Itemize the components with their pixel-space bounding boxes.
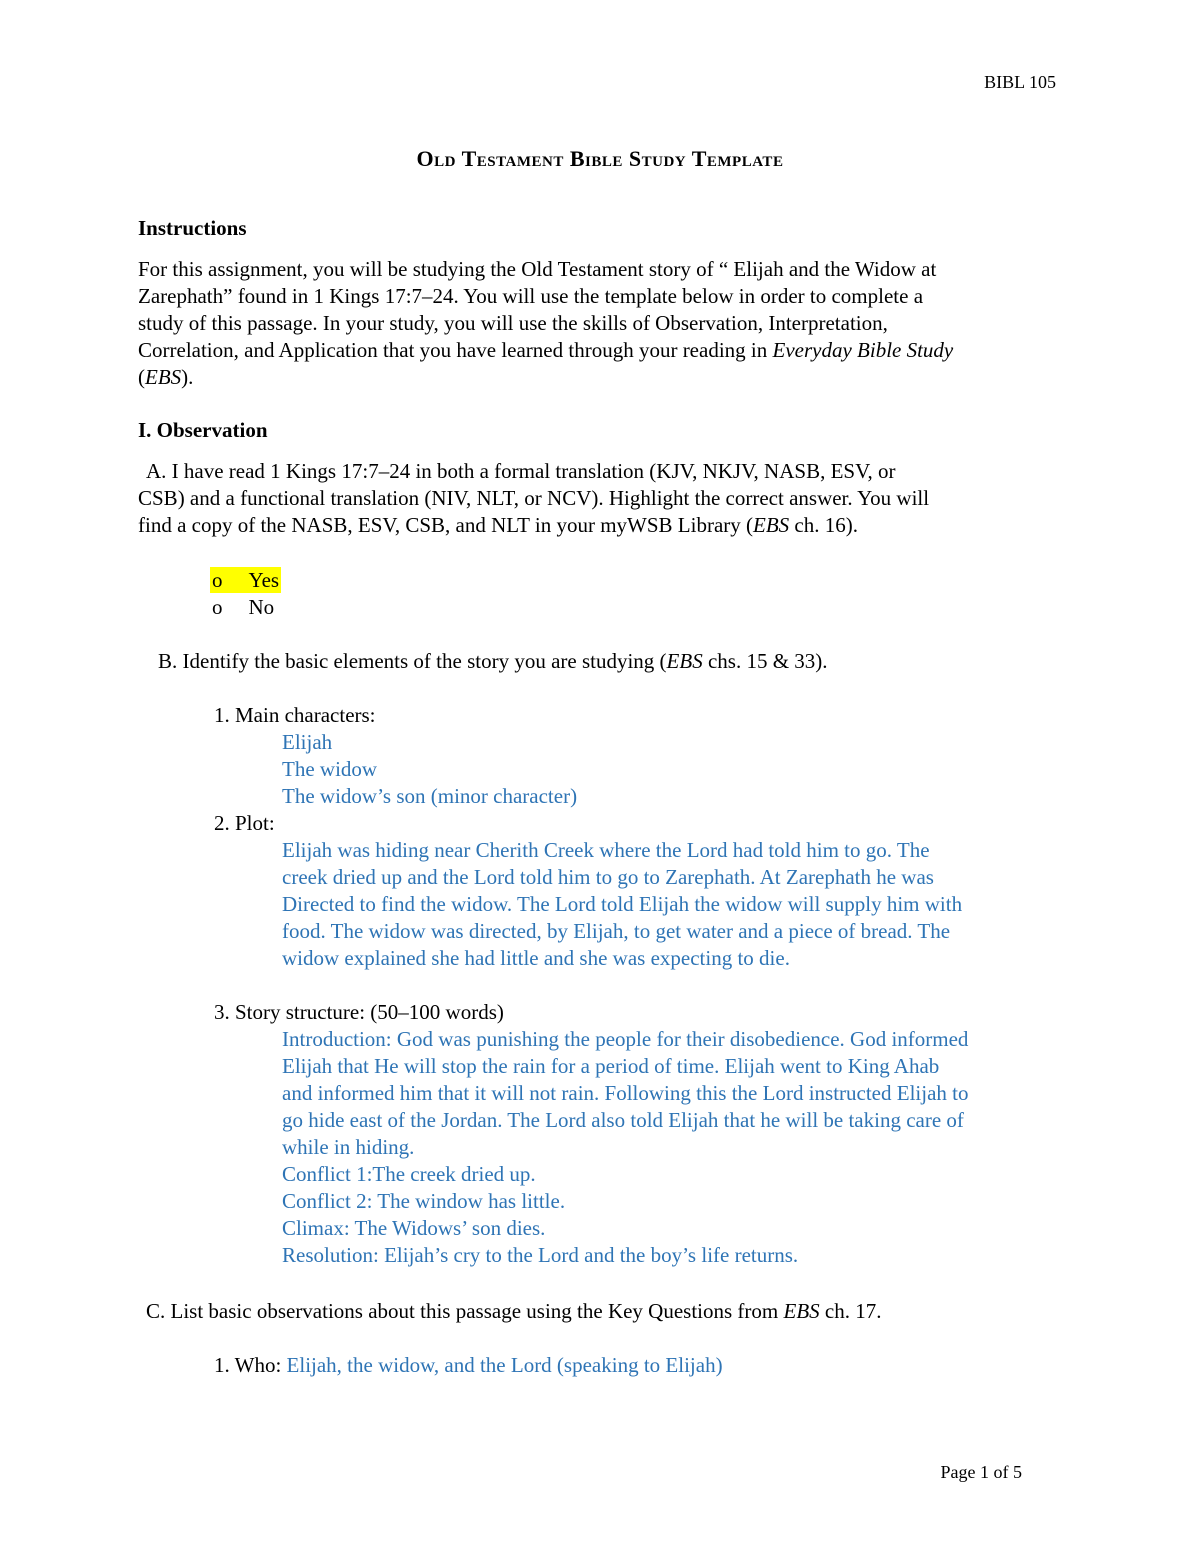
option-yes-bullet: o (212, 568, 223, 592)
option-yes-highlight (210, 567, 281, 593)
story-structure-label: 3. Story structure: (50–100 words) (214, 1000, 504, 1024)
plot-label: 2. Plot: (214, 811, 275, 835)
option-yes-label: Yes (248, 568, 280, 592)
who-label: 1. Who: (214, 1353, 287, 1377)
option-no-label: No (248, 595, 275, 619)
plot-line: Directed to find the widow. The Lord told Elijah the widow will supply him with (282, 892, 963, 916)
observation-b-text: B. Identify the basic elements of the story you are studying ( (158, 649, 667, 673)
structure-line: and informed him that it will not rain. Following this the Lord instructed Elijah to (282, 1081, 969, 1105)
book-title: Everyday Bible Study (772, 338, 954, 362)
instructions-heading: Instructions (138, 216, 247, 240)
instructions-paragraph (138, 256, 1068, 391)
instructions-line-4-text: Correlation, and Application that you have learned through your reading in (138, 338, 773, 362)
structure-line: Resolution: Elijah’s cry to the Lord and the boy’s life returns. (282, 1243, 799, 1267)
page-number: Page 1 of 5 (940, 1462, 1022, 1482)
option-yes[interactable] (210, 567, 281, 594)
observation-heading: I. Observation (138, 418, 268, 442)
instructions-line-5 (138, 364, 1068, 391)
ebs-abbr: EBS (666, 649, 703, 673)
observation-b-end: chs. 15 & 33). (702, 649, 828, 673)
story-structure-answer (282, 1026, 1082, 1269)
main-characters-label: 1. Main characters: (214, 703, 376, 727)
document-title: Old Testament Bible Study Template (416, 146, 784, 171)
observation-a-paragraph (138, 458, 1068, 539)
option-no-bullet: o (212, 595, 223, 619)
structure-line: Conflict 1:The creek dried up. (282, 1162, 536, 1186)
observation-a-line-3-text: find a copy of the NASB, ESV, CSB, and NLT in your myWSB Library ( (138, 513, 754, 537)
observation-c-end: ch. 17. (819, 1299, 882, 1323)
who-question (214, 1352, 723, 1379)
structure-line: Conflict 2: The window has little. (282, 1189, 566, 1213)
plot-line: widow explained she had little and she was expecting to die. (282, 946, 790, 970)
observation-a-line-1: A. I have read 1 Kings 17:7–24 in both a formal translation (KJV, NKJV, NASB, ESV, or (146, 459, 896, 483)
observation-c-text: C. List basic observations about this passage using the Key Questions from (146, 1299, 784, 1323)
observation-a-line-2: CSB) and a functional translation (NIV, NLT, or NCV). Highlight the correct answer. You will (138, 486, 930, 510)
structure-line: go hide east of the Jordan. The Lord also told Elijah that he will be taking care of (282, 1108, 964, 1132)
observation-c-prompt (146, 1298, 881, 1325)
plot-answer (282, 837, 1082, 972)
course-header: BIBL 105 (984, 72, 1056, 92)
observation-a-line-3-end: ch. 16). (789, 513, 858, 537)
structure-line: Elijah that He will stop the rain for a period of time. Elijah went to King Ahab (282, 1054, 940, 1078)
instructions-line-2: Zarephath” found in 1 Kings 17:7–24. You will use the template below in order to complete a (138, 284, 924, 308)
instructions-line-3: study of this passage. In your study, you will use the skills of Observation, Interpretation, (138, 311, 888, 335)
structure-line: Introduction: God was punishing the people for their disobedience. God informed (282, 1027, 969, 1051)
instructions-line-4 (138, 337, 1068, 364)
paren-close: ). (181, 365, 194, 389)
ebs-abbr: EBS (783, 1299, 820, 1323)
plot-line: Elijah was hiding near Cherith Creek where the Lord had told him to go. The (282, 838, 930, 862)
option-no[interactable] (212, 594, 274, 621)
plot-line: creek dried up and the Lord told him to go to Zarephath. At Zarephath he was (282, 865, 934, 889)
structure-line: while in hiding. (282, 1135, 415, 1159)
ebs-abbr: EBS (753, 513, 790, 537)
character-answer: The widow (282, 757, 378, 781)
paren-open: ( (138, 365, 145, 389)
observation-a-line-3 (138, 512, 1068, 539)
book-abbr: EBS (145, 365, 182, 389)
character-answer: Elijah (282, 730, 333, 754)
plot-line: food. The widow was directed, by Elijah, to get water and a piece of bread. The (282, 919, 951, 943)
who-answer: Elijah, the widow, and the Lord (speaking to Elijah) (286, 1353, 723, 1377)
instructions-line-1: For this assignment, you will be studying the Old Testament story of “ Elijah and the Widow at (138, 257, 937, 281)
observation-b-prompt (158, 648, 828, 675)
character-answer: The widow’s son (minor character) (282, 784, 578, 808)
structure-line: Climax: The Widows’ son dies. (282, 1216, 546, 1240)
